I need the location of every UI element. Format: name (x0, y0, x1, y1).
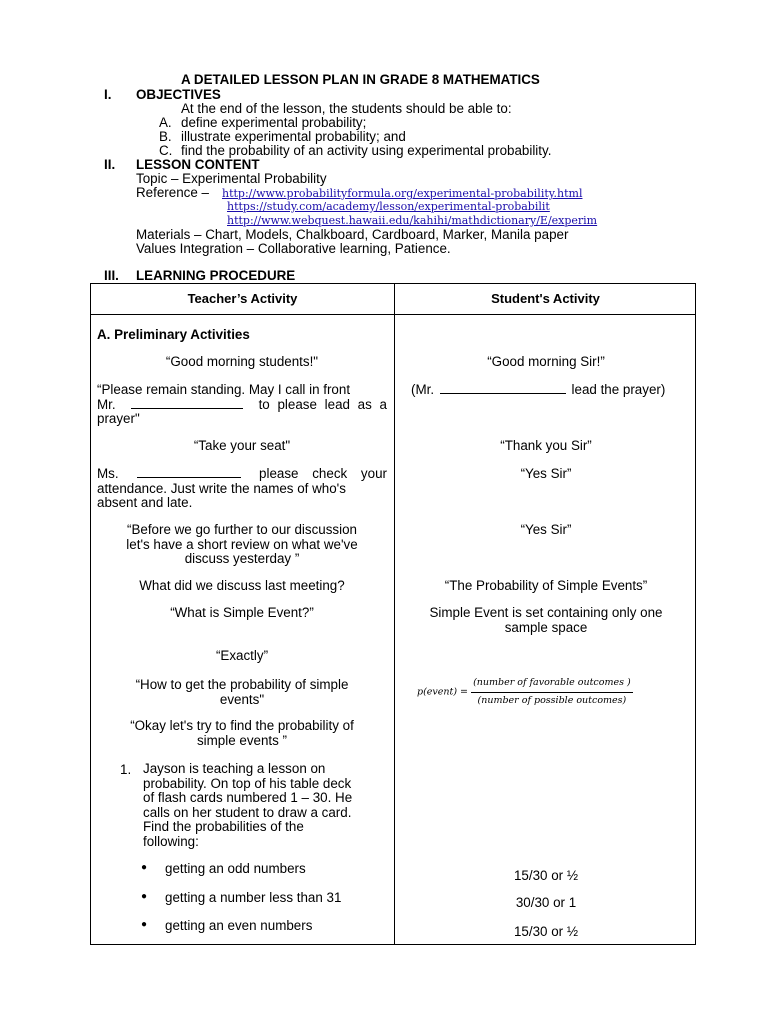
reference-link-1[interactable]: http://www.probabilityformula.org/experimental-probability.html (222, 187, 583, 200)
bullet-odd: getting an odd numbers (165, 861, 306, 876)
problem-text (143, 762, 383, 849)
student-activity-header: Student's Activity (491, 291, 600, 306)
teacher-review-prompt (97, 523, 387, 567)
section-numeral-content: II. (104, 157, 116, 172)
student-simple-event-line-2: sample space (504, 619, 588, 635)
materials-line: Materials – Chart, Models, Chalkboard, Cardboard, Marker, Manila paper (136, 227, 569, 242)
problem-line: following: (143, 833, 199, 849)
teacher-attendance-line-1 (97, 467, 387, 482)
attendance-checker-blank (137, 467, 241, 478)
student-yes-sir-1: “Yes Sir” (520, 466, 572, 481)
student-thank-you: “Thank you Sir” (500, 438, 592, 453)
problem-line: Find the probabilities of the (143, 819, 304, 834)
problem-line: probability. On top of his table deck (143, 775, 352, 791)
problem-line: Jayson is teaching a lesson on (143, 761, 326, 776)
bullet-icon: ● (141, 891, 148, 902)
teacher-exactly: “Exactly” (215, 648, 269, 663)
formula-fraction (471, 676, 633, 708)
teacher-attendance-line-2: attendance. Just write the names of who's (97, 480, 346, 496)
student-prayer (411, 383, 701, 398)
problem-line: calls on her student to draw a card. (143, 804, 352, 820)
teacher-activity-header: Teacher’s Activity (187, 291, 298, 306)
student-last-meeting-answer: “The Probability of Simple Events” (444, 578, 648, 593)
answer-less-than-31: 30/30 or 1 (515, 895, 577, 910)
objective-text-a: define experimental probability; (181, 115, 367, 130)
teacher-attendance-line-3: absent and late. (97, 495, 193, 510)
section-numeral-procedure: III. (104, 268, 119, 283)
reference-label: Reference – (136, 185, 209, 200)
student-prayer-rest: lead the prayer) (571, 382, 666, 397)
student-greeting: “Good morning Sir!” (487, 354, 605, 369)
teacher-prayer-request (97, 383, 387, 427)
teacher-attendance (97, 467, 387, 511)
bullet-icon: ● (141, 862, 148, 873)
column-divider (394, 284, 395, 944)
bullet-icon: ● (141, 919, 148, 930)
teacher-attendance-ms: Ms. (97, 466, 119, 481)
bullet-even: getting an even numbers (165, 918, 313, 933)
section-heading-objectives: OBJECTIVES (136, 87, 221, 102)
teacher-probability-line-1: “How to get the probability of simple (135, 677, 349, 692)
objectives-intro: At the end of the lesson, the students should be able to: (181, 101, 512, 116)
teacher-try-line-1: “Okay let's try to find the probability of (130, 718, 354, 733)
teacher-take-seat: “Take your seat" (193, 438, 291, 453)
teacher-prayer-mr: Mr. (97, 396, 116, 412)
objective-letter-b: B. (159, 129, 172, 144)
teacher-greeting: “Good morning students!" (165, 354, 319, 369)
teacher-last-meeting-question: What did we discuss last meeting? (139, 578, 345, 593)
student-simple-event-answer (401, 606, 691, 635)
teacher-prayer-line-3: prayer" (97, 411, 140, 426)
bullet-less-than-31: getting a number less than 31 (165, 890, 342, 905)
objective-text-b: illustrate experimental probability; and (181, 129, 406, 144)
preliminary-heading: A. Preliminary Activities (97, 327, 250, 342)
values-line: Values Integration – Collaborative learning, Patience. (136, 241, 451, 256)
objective-letter-c: C. (159, 143, 173, 158)
procedure-table (90, 283, 696, 945)
teacher-review-line-1: “Before we go further to our discussion (127, 522, 357, 537)
problem-line: of flash cards numbered 1 – 30. He (143, 790, 353, 805)
teacher-probability-line-2: events" (219, 691, 265, 707)
teacher-attendance-line-1-rest: please check your (259, 466, 387, 481)
formula-numerator: (number of favorable outcomes ) (471, 676, 633, 693)
teacher-prayer-line-2 (97, 398, 387, 413)
topic-line: Topic – Experimental Probability (136, 171, 327, 186)
student-prayer-mr: (Mr. (411, 382, 435, 397)
teacher-simple-event-question: “What is Simple Event?” (170, 605, 314, 620)
page-title: A DETAILED LESSON PLAN IN GRADE 8 MATHEMATICS (181, 72, 540, 87)
problem-number: 1. (120, 762, 132, 777)
teacher-try-prompt (97, 719, 387, 748)
section-heading-procedure: LEARNING PROCEDURE (136, 268, 296, 283)
formula-denominator: (number of possible outcomes) (477, 694, 627, 706)
prayer-leader-blank (131, 398, 243, 409)
reference-link-2[interactable]: https://study.com/academy/lesson/experimental-probabilit (227, 200, 550, 213)
probability-formula (417, 676, 697, 708)
objective-letter-a: A. (159, 115, 172, 130)
section-heading-content: LESSON CONTENT (136, 157, 260, 172)
student-simple-event-line-1: Simple Event is set containing only one (429, 605, 663, 620)
header-divider (91, 314, 695, 315)
teacher-review-line-2: let's have a short review on what we've (126, 536, 358, 552)
answer-even: 15/30 or ½ (513, 924, 579, 939)
formula-lhs: p(event) = (417, 686, 469, 698)
teacher-prayer-line-1: “Please remain standing. May I call in front (97, 382, 351, 397)
student-yes-sir-2: “Yes Sir” (520, 522, 572, 537)
teacher-review-line-3: discuss yesterday ” (184, 551, 300, 566)
teacher-prayer-line-2-rest: to please lead as a (258, 396, 387, 412)
objective-text-c: find the probability of an activity using experimental probability. (181, 143, 552, 158)
teacher-try-line-2: simple events ” (196, 732, 288, 748)
section-numeral-objectives: I. (104, 87, 112, 102)
teacher-probability-question (97, 678, 387, 707)
answer-odd: 15/30 or ½ (513, 868, 579, 883)
student-prayer-blank (440, 383, 566, 394)
reference-link-3[interactable]: http://www.webquest.hawaii.edu/kahihi/mathdictionary/E/experim (227, 214, 598, 227)
